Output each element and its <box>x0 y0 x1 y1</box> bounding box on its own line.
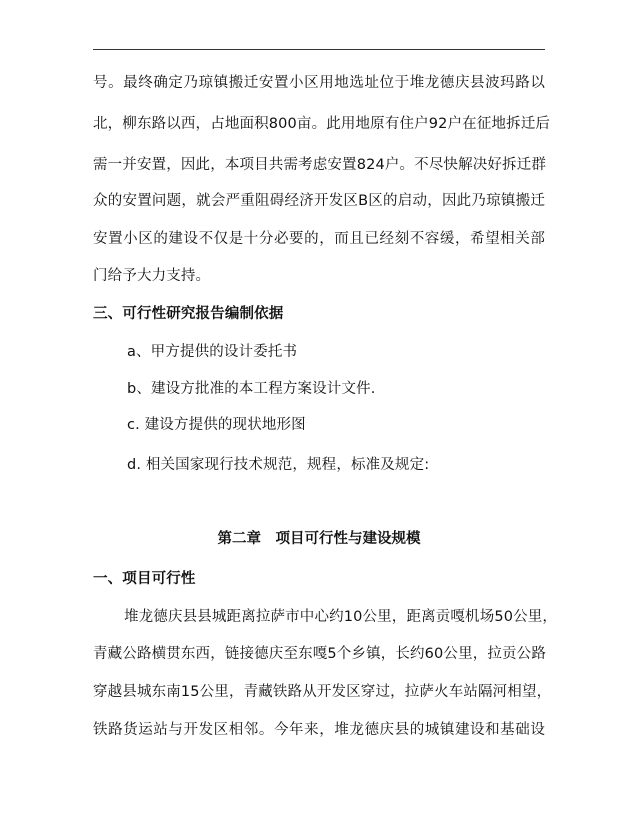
header-rule <box>93 49 545 50</box>
list-item: c. 建设方提供的现状地形图 <box>127 417 306 433</box>
text-line: 堆龙德庆县县城距离拉萨市中心约10公里，距离贡嘎机场50公里， <box>124 609 558 625</box>
list-item: a、甲方提供的设计委托书 <box>127 344 298 360</box>
chapter-title: 第二章 项目可行性与建设规模 <box>217 531 421 547</box>
text-line: 北，柳东路以西，占地面积800亩。此用地原有住户92户在征地拆迁后 <box>93 116 551 132</box>
text-line: 青藏公路横贯东西，链接德庆至东嘎5个乡镇，长约60公里，拉贡公路 <box>93 646 546 662</box>
text-line: 铁路货运站与开发区相邻。今年来，堆龙德庆县的城镇建设和基础设 <box>93 722 545 738</box>
section-heading-basis: 三、可行性研究报告编制依据 <box>93 306 284 322</box>
list-item: b、建设方批准的本工程方案设计文件. <box>127 381 376 397</box>
text-line: 穿越县城东南15公里，青藏铁路从开发区穿过，拉萨火车站隔河相望， <box>93 684 552 700</box>
text-line: 需一并安置，因此，本项目共需考虑安置824户。不尽快解决好拆迁群 <box>93 157 546 173</box>
text-line: 号。最终确定乃琼镇搬迁安置小区用地选址位于堆龙德庆县波玛路以 <box>93 75 545 91</box>
list-item: d. 相关国家现行技术规范，规程，标准及规定: <box>127 457 430 473</box>
text-line: 众的安置问题，就会严重阻碍经济开发区B区的启动，因此乃琼镇搬迁 <box>93 193 545 209</box>
section-heading-feasibility: 一、项目可行性 <box>93 571 196 587</box>
text-line: 门给予大力支持。 <box>93 268 211 284</box>
text-line: 安置小区的建设不仅是十分必要的，而且已经刻不容缓，希望相关部 <box>93 231 545 247</box>
